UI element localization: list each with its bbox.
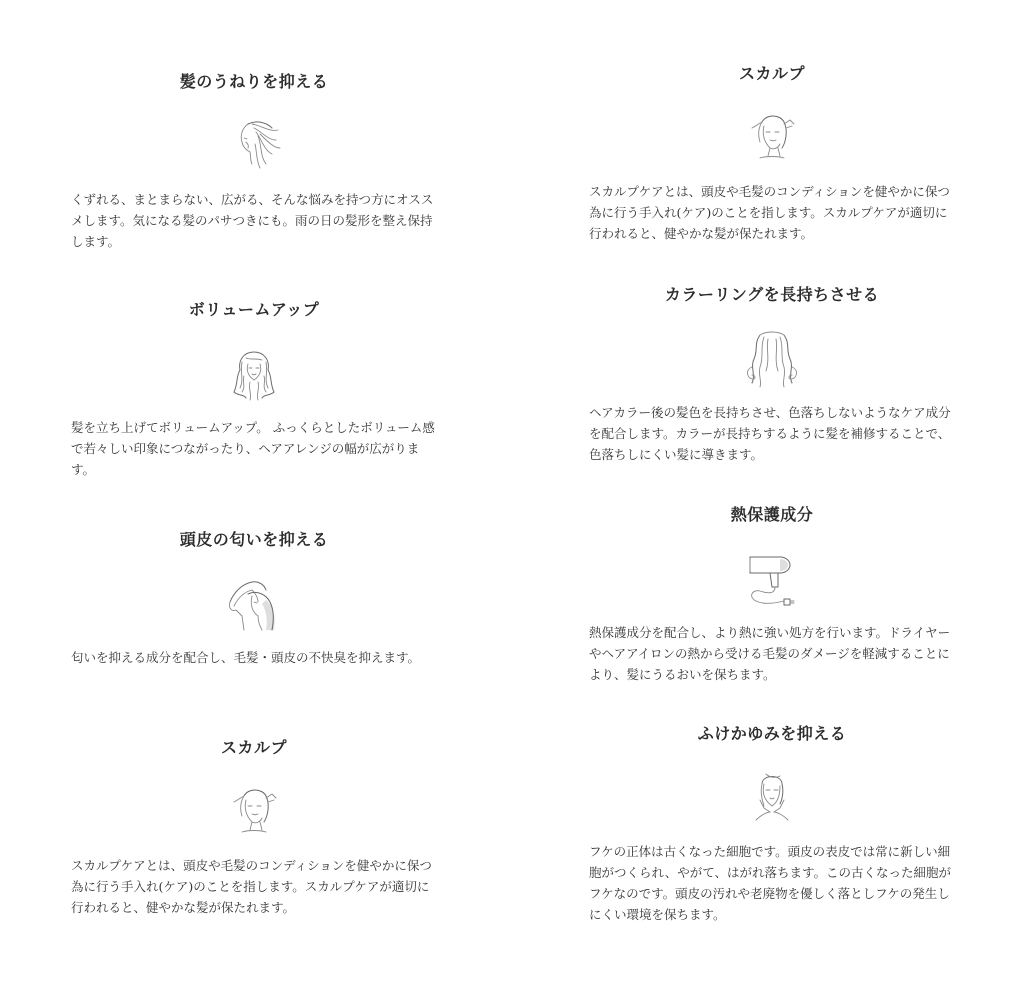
feature-scalp-right xyxy=(589,62,955,244)
feature-description: くずれる、まとまらない、広がる、そんな悩みを持つ方にオススメします。気になる髪のパサつきにも。雨の日の髪形を整え保持します。 xyxy=(71,192,434,249)
feature-title: スカルプ xyxy=(738,64,805,83)
feature-dandruff-itch xyxy=(589,722,955,925)
feature-title: ふけかゆみを抑える xyxy=(697,724,847,743)
feature-wave-control xyxy=(71,70,437,252)
woman-scalp-care-icon xyxy=(222,780,286,844)
feature-title: ボリュームアップ xyxy=(188,300,320,319)
feature-description: スカルプケアとは、頭皮や毛髪のコンディションを健やかに保つ為に行う手入れ(ケア)のことを指します。スカルプケアが適切に行われると、健やかな髪が保たれます。 xyxy=(589,184,950,241)
feature-heat-protection xyxy=(589,503,955,685)
woman-face-hands-icon xyxy=(740,766,804,830)
feature-description: 髪を立ち上げてボリュームアップ。 ふっくらとしたボリューム感で若々しい印象につながったり、ヘアアレンジの幅が広がります。 xyxy=(71,420,435,477)
feature-description: 熱保護成分を配合し、より熱に強い処方を行います。ドライヤーやヘアアイロンの熱から受ける毛髪のダメージを軽減することにより、髪にうるおいを保ちます。 xyxy=(589,625,951,682)
feature-description: フケの正体は古くなった細胞です。頭皮の表皮では常に新しい細胞がつくられ、やがて、はがれ落ちます。この古くなった細胞がフケなのです。頭皮の汚れや老廃物を優しく落としフケの発生しにくい環境を保ちます。 xyxy=(589,844,952,922)
feature-title: 頭皮の匂いを抑える xyxy=(179,530,329,549)
feature-description: ヘアカラー後の髪色を長持ちさせ、色落ちしないようなケア成分を配合します。カラーが長持ちするように髪を補修することで、色落ちしにくい髪に導きます。 xyxy=(589,405,951,462)
feature-scalp-left xyxy=(71,736,437,918)
feature-color-lasting xyxy=(589,283,955,465)
long-wavy-hair-icon xyxy=(740,327,804,391)
woman-voluminous-hair-icon xyxy=(222,342,286,406)
feature-title: 熱保護成分 xyxy=(730,505,814,524)
woman-touching-scalp-icon xyxy=(222,572,286,636)
feature-description: スカルプケアとは、頭皮や毛髪のコンディションを健やかに保つ為に行う手入れ(ケア)のことを指します。スカルプケアが適切に行われると、健やかな髪が保たれます。 xyxy=(71,858,432,915)
woman-scalp-care-icon xyxy=(740,106,804,170)
feature-title: カラーリングを長持ちさせる xyxy=(664,285,880,304)
hair-dryer-icon xyxy=(740,547,804,611)
feature-title: スカルプ xyxy=(220,738,287,757)
feature-volume-up xyxy=(71,298,437,480)
feature-description: 匂いを抑える成分を配合し、毛髪・頭皮の不快臭を抑えます。 xyxy=(71,650,421,665)
feature-scalp-odor xyxy=(71,528,437,668)
feature-title: 髪のうねりを抑える xyxy=(179,72,329,91)
woman-flowing-hair-icon xyxy=(222,114,286,178)
